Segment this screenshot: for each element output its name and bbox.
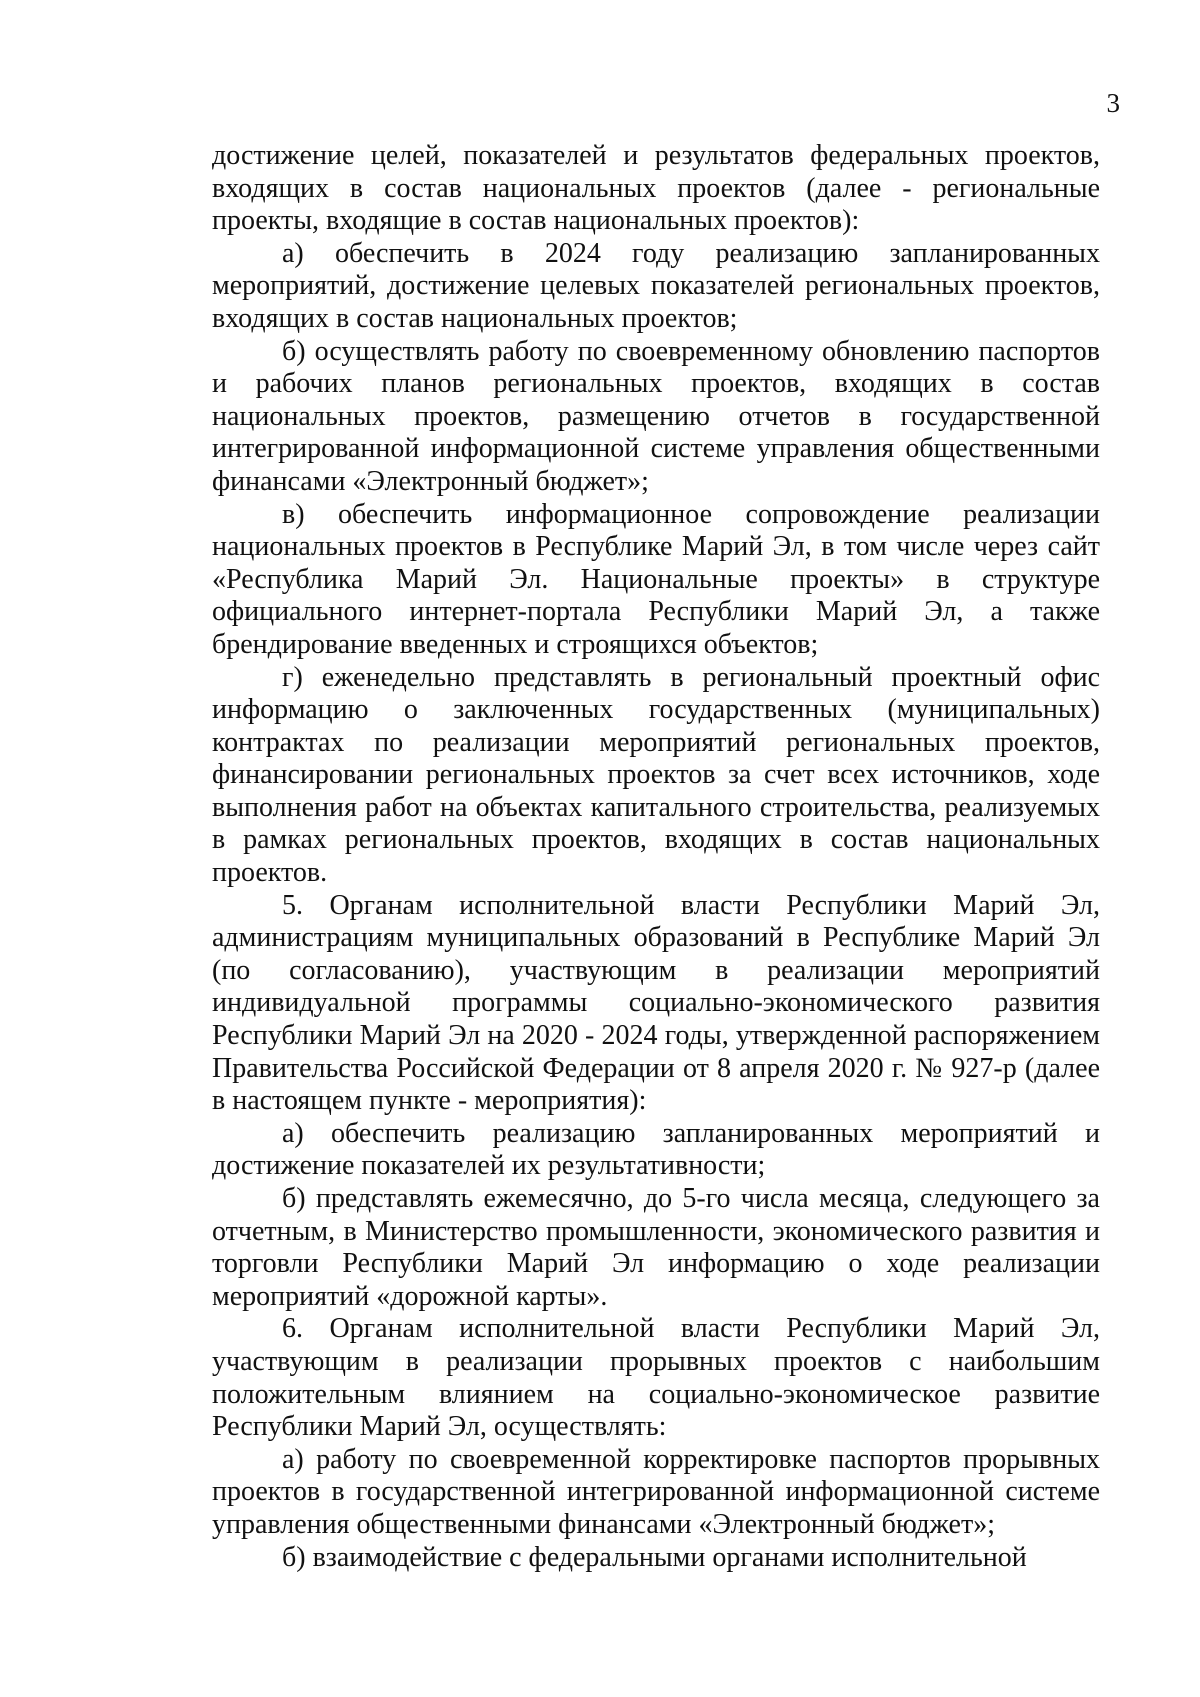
page-number: 3 xyxy=(1106,88,1120,118)
paragraph-item-g-weekly: г) еженедельно представлять в региональный проектный офис информацию о заключенных государственных (муниципальных) контрактах по реализации мероприятий региональных проектов, финансировании региональных проектов за счет всех источников, ходе выполнения работ на объектах капитального строительства, реализуемых в рамках региональных проектов, входящих в состав национальных проектов. xyxy=(212,661,1100,889)
paragraph-point-5: 5. Органам исполнительной власти Республики Марий Эл, администрациям муниципальных образований в Республике Марий Эл (по согласованию), участвующим в реализации мероприятий индивидуальной программы социально-экономического развития Республики Марий Эл на 2020 - 2024 годы, утвержденной распоряжением Правительства Российской Федерации от 8 апреля 2020 г. № 927-р (далее в настоящем пункте - мероприятия): xyxy=(212,889,1100,1117)
paragraph-point-6: 6. Органам исполнительной власти Республики Марий Эл, участвующим в реализации прорывных проектов с наибольшим положительным влиянием на социально-экономическое развитие Республики Марий Эл, осуществлять: xyxy=(212,1313,1100,1443)
paragraph-item-v-information: в) обеспечить информационное сопровождение реализации национальных проектов в Республике Марий Эл, в том числе через сайт «Республика Марий Эл. Национальные проекты» в структуре официального интернет-портала Республики Марий Эл, а также брендирование введенных и строящихся объектов; xyxy=(212,498,1100,660)
paragraph-point-5-item-b: б) представлять ежемесячно, до 5-го числа месяца, следующего за отчетным, в Министерство промышленности, экономического развития и торговли Республики Марий Эл информацию о ходе реализации мероприятий «дорожной карты». xyxy=(212,1183,1100,1312)
paragraph-point-6-item-b: б) взаимодействие с федеральными органами исполнительной xyxy=(282,1541,1027,1573)
paragraph-continuation: достижение целей, показателей и результатов федеральных проектов, входящих в состав национальных проектов (далее - региональные проекты, входящие в состав национальных проектов): xyxy=(212,140,1100,237)
paragraph-point-5-item-a: а) обеспечить реализацию запланированных мероприятий и достижение показателей их результативности; xyxy=(212,1117,1100,1182)
paragraph-item-a-2024: а) обеспечить в 2024 году реализацию запланированных мероприятий, достижение целевых показателей региональных проектов, входящих в состав национальных проектов; xyxy=(212,237,1100,334)
paragraph-point-6-item-a: а) работу по своевременной корректировке паспортов прорывных проектов в государственной интегрированной информационной системе управления общественными финансами «Электронный бюджет»; xyxy=(212,1443,1100,1540)
paragraph-item-b-passports: б) осуществлять работу по своевременному обновлению паспортов и рабочих планов региональных проектов, входящих в состав национальных проектов, размещению отчетов в государственной интегрированной информационной системе управления общественными финансами «Электронный бюджет»; xyxy=(212,335,1100,497)
document-body xyxy=(212,140,1100,1574)
